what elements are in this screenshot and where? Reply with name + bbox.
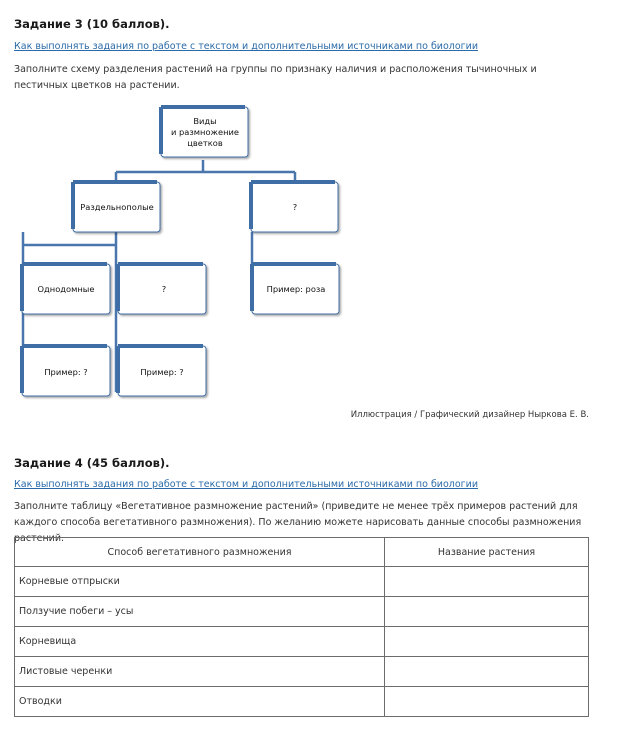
- task4-title: Задание 4 (45 баллов).: [14, 456, 170, 470]
- table-row: [15, 627, 589, 657]
- monoecious-box: [22, 264, 110, 314]
- table-row: [15, 597, 589, 627]
- unisexual-label: Раздельнополые: [80, 202, 154, 212]
- unisexual-box: [73, 182, 160, 232]
- unknown-middle-box: [118, 264, 206, 314]
- answer-cell[interactable]: [385, 597, 589, 627]
- root-box: [161, 107, 248, 157]
- method-cell: Листовые черенки: [15, 657, 385, 687]
- answer-cell[interactable]: [385, 567, 589, 597]
- table-header-row: [15, 538, 589, 567]
- root-line-3: цветков: [187, 138, 223, 148]
- unknown-middle-label: ?: [161, 284, 167, 294]
- example-1-label: Пример: ?: [44, 367, 88, 377]
- method-cell: Корневые отпрыски: [15, 567, 385, 597]
- task3-instructions: Заполните схему разделения растений на группы по признаку наличия и расположения тычиночных и пестичных цветков на растении.: [14, 64, 537, 91]
- rose-example-label: Пример: роза: [266, 284, 326, 294]
- table-row: [15, 567, 589, 597]
- plant-groups-diagram: [0, 100, 360, 400]
- method-column-header: Способ вегетативного размножения: [15, 538, 385, 567]
- example-box-2: [118, 346, 206, 396]
- unknown-right-label: ?: [292, 202, 298, 212]
- rose-example-box: [252, 264, 339, 314]
- task3-help-link[interactable]: Как выполнять задания по работе с текстом и дополнительными источниками по биологии: [14, 41, 479, 52]
- answer-cell[interactable]: [385, 687, 589, 717]
- task4-instructions: Заполните таблицу «Вегетативное размножение растений» (приведите не менее трёх примеров растений для каждого способа вегетативного размножения). По желанию можете нарисовать данные способы размножения растений.: [14, 501, 582, 544]
- plant-name-column-header: Название растения: [385, 538, 589, 567]
- task4-help-link[interactable]: Как выполнять задания по работе с текстом и дополнительными источниками по биологии: [14, 479, 479, 490]
- vegetative-reproduction-table: [14, 537, 589, 717]
- monoecious-label: Однодомные: [37, 284, 95, 294]
- table-row: [15, 657, 589, 687]
- answer-cell[interactable]: [385, 627, 589, 657]
- method-cell: Корневища: [15, 627, 385, 657]
- example-2-label: Пример: ?: [140, 367, 184, 377]
- method-cell: Ползучие побеги – усы: [15, 597, 385, 627]
- example-box-1: [22, 346, 110, 396]
- unknown-right-box: [251, 182, 338, 232]
- illustration-credit: Иллюстрация / Графический дизайнер Ныркова Е. В.: [350, 410, 589, 420]
- answer-cell[interactable]: [385, 657, 589, 687]
- task3-title: Задание 3 (10 баллов).: [14, 17, 170, 31]
- root-line-2: и размножение: [170, 127, 240, 137]
- root-line-1: Виды: [193, 116, 217, 126]
- method-cell: Отводки: [15, 687, 385, 717]
- table-row: [15, 687, 589, 717]
